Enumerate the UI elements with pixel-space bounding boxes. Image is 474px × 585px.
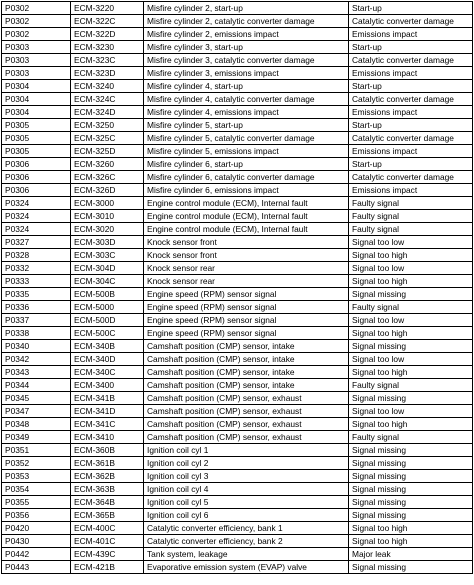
table-row [2, 197, 473, 210]
component-cell: Misfire cylinder 4, emissions impact [144, 106, 349, 119]
component-cell: Misfire cylinder 3, emissions impact [144, 67, 349, 80]
fault-type-cell: Signal missing [349, 496, 473, 509]
ecm-code-cell: ECM-3230 [71, 41, 144, 54]
table-row [2, 171, 473, 184]
dtc-code-cell: P0338 [2, 327, 71, 340]
ecm-code-cell: ECM-340D [71, 353, 144, 366]
table-row [2, 275, 473, 288]
ecm-code-cell: ECM-363B [71, 483, 144, 496]
ecm-code-cell: ECM-340C [71, 366, 144, 379]
dtc-code-cell: P0356 [2, 509, 71, 522]
component-cell: Misfire cylinder 2, catalytic converter damage [144, 15, 349, 28]
component-cell: Misfire cylinder 5, start-up [144, 119, 349, 132]
ecm-code-cell: ECM-3240 [71, 80, 144, 93]
table-row [2, 15, 473, 28]
ecm-code-cell: ECM-304D [71, 262, 144, 275]
table-row [2, 392, 473, 405]
component-cell: Misfire cylinder 3, catalytic converter damage [144, 54, 349, 67]
fault-type-cell: Signal too low [349, 405, 473, 418]
fault-type-cell: Signal too low [349, 236, 473, 249]
component-cell: Engine speed (RPM) sensor signal [144, 314, 349, 327]
ecm-code-cell: ECM-421B [71, 561, 144, 574]
dtc-code-cell: P0336 [2, 301, 71, 314]
fault-type-cell: Signal missing [349, 470, 473, 483]
fault-type-cell: Signal too high [349, 522, 473, 535]
dtc-code-cell: P0354 [2, 483, 71, 496]
table-row [2, 301, 473, 314]
ecm-code-cell: ECM-3000 [71, 197, 144, 210]
component-cell: Camshaft position (CMP) sensor, intake [144, 340, 349, 353]
ecm-code-cell: ECM-303D [71, 236, 144, 249]
ecm-code-cell: ECM-322D [71, 28, 144, 41]
component-cell: Knock sensor rear [144, 262, 349, 275]
component-cell: Tank system, leakage [144, 548, 349, 561]
table-row [2, 470, 473, 483]
component-cell: Engine control module (ECM), Internal fault [144, 210, 349, 223]
fault-type-cell: Signal missing [349, 483, 473, 496]
dtc-code-cell: P0345 [2, 392, 71, 405]
component-cell: Camshaft position (CMP) sensor, intake [144, 366, 349, 379]
ecm-code-cell: ECM-3410 [71, 431, 144, 444]
component-cell: Misfire cylinder 2, emissions impact [144, 28, 349, 41]
table-row [2, 145, 473, 158]
fault-type-cell: Emissions impact [349, 145, 473, 158]
fault-type-cell: Catalytic converter damage [349, 15, 473, 28]
ecm-code-cell: ECM-341B [71, 392, 144, 405]
fault-type-cell: Signal missing [349, 444, 473, 457]
fault-type-cell: Signal missing [349, 392, 473, 405]
ecm-code-cell: ECM-341D [71, 405, 144, 418]
dtc-code-cell: P0304 [2, 93, 71, 106]
dtc-code-cell: P0347 [2, 405, 71, 418]
fault-type-cell: Signal too high [349, 327, 473, 340]
dtc-code-cell: P0305 [2, 119, 71, 132]
dtc-code-cell: P0303 [2, 41, 71, 54]
table-row [2, 106, 473, 119]
component-cell: Knock sensor front [144, 236, 349, 249]
ecm-code-cell: ECM-401C [71, 535, 144, 548]
table-row [2, 431, 473, 444]
ecm-code-cell: ECM-5000 [71, 301, 144, 314]
dtc-code-cell: P0303 [2, 67, 71, 80]
component-cell: Knock sensor front [144, 249, 349, 262]
fault-type-cell: Signal missing [349, 509, 473, 522]
dtc-code-cell: P0306 [2, 184, 71, 197]
table-row [2, 158, 473, 171]
fault-type-cell: Catalytic converter damage [349, 54, 473, 67]
dtc-code-cell: P0353 [2, 470, 71, 483]
component-cell: Engine control module (ECM), Internal fault [144, 223, 349, 236]
ecm-code-cell: ECM-341C [71, 418, 144, 431]
fault-type-cell: Faulty signal [349, 210, 473, 223]
table-row [2, 288, 473, 301]
table-row [2, 54, 473, 67]
dtc-table-body [2, 2, 473, 574]
dtc-code-cell: P0344 [2, 379, 71, 392]
dtc-code-cell: P0302 [2, 28, 71, 41]
table-row [2, 314, 473, 327]
table-row [2, 262, 473, 275]
dtc-code-cell: P0420 [2, 522, 71, 535]
fault-type-cell: Catalytic converter damage [349, 171, 473, 184]
component-cell: Camshaft position (CMP) sensor, exhaust [144, 405, 349, 418]
ecm-code-cell: ECM-323D [71, 67, 144, 80]
component-cell: Engine speed (RPM) sensor signal [144, 301, 349, 314]
table-row [2, 249, 473, 262]
table-row [2, 340, 473, 353]
ecm-code-cell: ECM-400C [71, 522, 144, 535]
fault-type-cell: Signal too high [349, 249, 473, 262]
ecm-code-cell: ECM-360B [71, 444, 144, 457]
dtc-code-cell: P0324 [2, 210, 71, 223]
component-cell: Ignition coil cyl 6 [144, 509, 349, 522]
table-row [2, 522, 473, 535]
dtc-code-cell: P0430 [2, 535, 71, 548]
component-cell: Misfire cylinder 3, start-up [144, 41, 349, 54]
table-row [2, 457, 473, 470]
table-row [2, 496, 473, 509]
dtc-code-cell: P0302 [2, 2, 71, 15]
ecm-code-cell: ECM-303C [71, 249, 144, 262]
table-row [2, 418, 473, 431]
fault-type-cell: Faulty signal [349, 431, 473, 444]
table-row [2, 236, 473, 249]
ecm-code-cell: ECM-326C [71, 171, 144, 184]
component-cell: Catalytic converter efficiency, bank 2 [144, 535, 349, 548]
dtc-code-cell: P0332 [2, 262, 71, 275]
fault-type-cell: Start-up [349, 2, 473, 15]
ecm-code-cell: ECM-3250 [71, 119, 144, 132]
fault-type-cell: Signal too low [349, 314, 473, 327]
ecm-code-cell: ECM-500B [71, 288, 144, 301]
table-row [2, 80, 473, 93]
dtc-code-cell: P0333 [2, 275, 71, 288]
component-cell: Ignition coil cyl 4 [144, 483, 349, 496]
fault-type-cell: Signal too high [349, 418, 473, 431]
fault-type-cell: Signal missing [349, 457, 473, 470]
table-row [2, 28, 473, 41]
fault-type-cell: Catalytic converter damage [349, 93, 473, 106]
table-row [2, 93, 473, 106]
component-cell: Engine speed (RPM) sensor signal [144, 327, 349, 340]
table-row [2, 119, 473, 132]
dtc-code-cell: P0342 [2, 353, 71, 366]
component-cell: Ignition coil cyl 5 [144, 496, 349, 509]
fault-type-cell: Signal missing [349, 561, 473, 574]
table-row [2, 210, 473, 223]
table-row [2, 327, 473, 340]
component-cell: Misfire cylinder 5, catalytic converter damage [144, 132, 349, 145]
table-row [2, 444, 473, 457]
component-cell: Evaporative emission system (EVAP) valve [144, 561, 349, 574]
table-row [2, 41, 473, 54]
component-cell: Misfire cylinder 2, start-up [144, 2, 349, 15]
dtc-code-cell: P0343 [2, 366, 71, 379]
fault-type-cell: Faulty signal [349, 301, 473, 314]
dtc-code-cell: P0304 [2, 80, 71, 93]
component-cell: Catalytic converter efficiency, bank 1 [144, 522, 349, 535]
dtc-code-cell: P0337 [2, 314, 71, 327]
component-cell: Camshaft position (CMP) sensor, intake [144, 379, 349, 392]
dtc-code-cell: P0351 [2, 444, 71, 457]
ecm-code-cell: ECM-3020 [71, 223, 144, 236]
dtc-code-cell: P0328 [2, 249, 71, 262]
ecm-code-cell: ECM-3260 [71, 158, 144, 171]
table-row [2, 509, 473, 522]
dtc-code-cell: P0324 [2, 223, 71, 236]
component-cell: Camshaft position (CMP) sensor, exhaust [144, 431, 349, 444]
component-cell: Camshaft position (CMP) sensor, exhaust [144, 418, 349, 431]
ecm-code-cell: ECM-364B [71, 496, 144, 509]
component-cell: Ignition coil cyl 3 [144, 470, 349, 483]
ecm-code-cell: ECM-326D [71, 184, 144, 197]
dtc-code-cell: P0355 [2, 496, 71, 509]
fault-type-cell: Signal missing [349, 288, 473, 301]
table-row [2, 379, 473, 392]
component-cell: Misfire cylinder 6, catalytic converter damage [144, 171, 349, 184]
fault-type-cell: Emissions impact [349, 106, 473, 119]
dtc-code-cell: P0340 [2, 340, 71, 353]
dtc-code-cell: P0303 [2, 54, 71, 67]
fault-type-cell: Catalytic converter damage [349, 132, 473, 145]
dtc-code-cell: P0306 [2, 171, 71, 184]
ecm-code-cell: ECM-322C [71, 15, 144, 28]
component-cell: Camshaft position (CMP) sensor, intake [144, 353, 349, 366]
dtc-code-cell: P0352 [2, 457, 71, 470]
ecm-code-cell: ECM-365B [71, 509, 144, 522]
dtc-code-cell: P0348 [2, 418, 71, 431]
table-row [2, 548, 473, 561]
component-cell: Misfire cylinder 6, emissions impact [144, 184, 349, 197]
fault-type-cell: Start-up [349, 41, 473, 54]
dtc-code-cell: P0306 [2, 158, 71, 171]
fault-type-cell: Emissions impact [349, 184, 473, 197]
dtc-table [1, 1, 473, 574]
table-row [2, 405, 473, 418]
fault-type-cell: Faulty signal [349, 223, 473, 236]
component-cell: Engine speed (RPM) sensor signal [144, 288, 349, 301]
ecm-code-cell: ECM-361B [71, 457, 144, 470]
fault-type-cell: Signal too high [349, 366, 473, 379]
ecm-code-cell: ECM-3220 [71, 2, 144, 15]
ecm-code-cell: ECM-500D [71, 314, 144, 327]
table-row [2, 561, 473, 574]
ecm-code-cell: ECM-304C [71, 275, 144, 288]
table-row [2, 353, 473, 366]
fault-type-cell: Faulty signal [349, 197, 473, 210]
ecm-code-cell: ECM-324D [71, 106, 144, 119]
table-row [2, 366, 473, 379]
table-row [2, 535, 473, 548]
component-cell: Ignition coil cyl 2 [144, 457, 349, 470]
component-cell: Misfire cylinder 4, catalytic converter damage [144, 93, 349, 106]
component-cell: Engine control module (ECM), Internal fault [144, 197, 349, 210]
dtc-code-cell: P0302 [2, 15, 71, 28]
component-cell: Misfire cylinder 5, emissions impact [144, 145, 349, 158]
ecm-code-cell: ECM-3010 [71, 210, 144, 223]
fault-type-cell: Signal missing [349, 340, 473, 353]
fault-type-cell: Signal too low [349, 353, 473, 366]
ecm-code-cell: ECM-325C [71, 132, 144, 145]
fault-type-cell: Start-up [349, 80, 473, 93]
dtc-code-cell: P0305 [2, 145, 71, 158]
table-row [2, 2, 473, 15]
fault-type-cell: Faulty signal [349, 379, 473, 392]
table-row [2, 67, 473, 80]
ecm-code-cell: ECM-362B [71, 470, 144, 483]
fault-type-cell: Major leak [349, 548, 473, 561]
ecm-code-cell: ECM-323C [71, 54, 144, 67]
fault-type-cell: Signal too low [349, 262, 473, 275]
fault-type-cell: Start-up [349, 119, 473, 132]
ecm-code-cell: ECM-325D [71, 145, 144, 158]
component-cell: Knock sensor rear [144, 275, 349, 288]
table-row [2, 132, 473, 145]
component-cell: Misfire cylinder 4, start-up [144, 80, 349, 93]
fault-type-cell: Emissions impact [349, 28, 473, 41]
component-cell: Misfire cylinder 6, start-up [144, 158, 349, 171]
fault-type-cell: Signal too high [349, 535, 473, 548]
component-cell: Camshaft position (CMP) sensor, exhaust [144, 392, 349, 405]
table-row [2, 483, 473, 496]
dtc-code-cell: P0349 [2, 431, 71, 444]
dtc-code-cell: P0324 [2, 197, 71, 210]
fault-type-cell: Start-up [349, 158, 473, 171]
table-row [2, 223, 473, 236]
ecm-code-cell: ECM-324C [71, 93, 144, 106]
ecm-code-cell: ECM-340B [71, 340, 144, 353]
dtc-code-cell: P0335 [2, 288, 71, 301]
ecm-code-cell: ECM-439C [71, 548, 144, 561]
ecm-code-cell: ECM-3400 [71, 379, 144, 392]
fault-type-cell: Emissions impact [349, 67, 473, 80]
dtc-code-cell: P0305 [2, 132, 71, 145]
dtc-code-cell: P0442 [2, 548, 71, 561]
dtc-code-cell: P0304 [2, 106, 71, 119]
component-cell: Ignition coil cyl 1 [144, 444, 349, 457]
fault-type-cell: Signal too high [349, 275, 473, 288]
table-row [2, 184, 473, 197]
ecm-code-cell: ECM-500C [71, 327, 144, 340]
dtc-code-cell: P0327 [2, 236, 71, 249]
dtc-code-cell: P0443 [2, 561, 71, 574]
